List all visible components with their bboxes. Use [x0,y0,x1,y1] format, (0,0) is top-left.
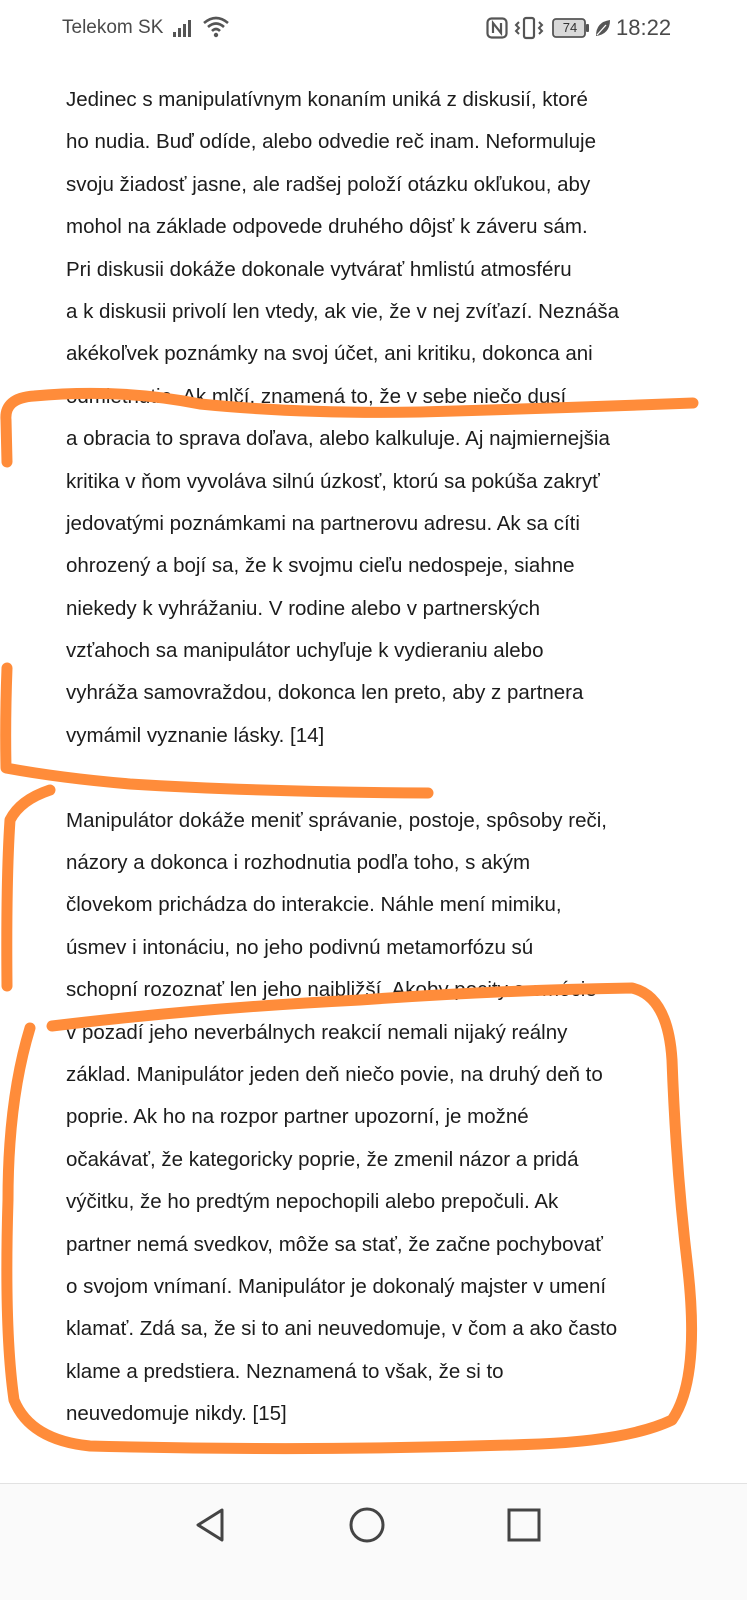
text-line: neuvedomuje nikdy. [15] [66,1402,287,1426]
text-line: názory a dokonca i rozhodnutia podľa toho, s akým [66,851,531,875]
carrier-name: Telekom SK [62,17,164,38]
text-line: úsmev i intonáciu, no jeho podivnú metamorfózu sú [66,935,534,959]
status-time: 18:22 [616,15,672,40]
text-line: klamať. Zdá sa, že si to ani neuvedomuje, v čom a ako často [66,1317,618,1341]
article-body [66,79,681,1436]
text-line: partner nemá svedkov, môže sa stať, že začne pochybovať [66,1232,603,1256]
text-line: základ. Manipulátor jeden deň niečo povie, na druhý deň to [66,1062,603,1086]
text-line: ho nudia. Buď odíde, alebo odvedie reč inam. Neformuluje [66,130,596,154]
signal-icon [172,18,196,38]
text-line: poprie. Ak ho na rozpor partner upozorní, je možné [66,1105,529,1129]
text-line: výčitku, že ho predtým nepochopili alebo prepočuli. Ak [66,1190,559,1214]
text-line: v pozadí jeho neverbálnych reakcií nemali nijaký reálny [66,1020,568,1044]
text-line: Jedinec s manipulatívnym konaním uniká z diskusií, ktoré [66,88,588,111]
text-line: kritika v ňom vyvoláva silnú úzkosť, ktorú sa pokúša zakryť [66,469,600,493]
text-line: vyhráža samovraždou, dokonca len preto, aby z partnera [66,681,584,705]
text-line: Pri diskusii dokáže dokonale vytvárať hmlistú atmosféru [66,257,572,281]
text-line: ohrozený a bojí sa, že k svojmu cieľu nedospeje, siahne [66,554,575,578]
nfc-icon [486,17,508,39]
leaf-icon [594,18,612,38]
text-line: a obracia to sprava doľava, alebo kalkuluje. Aj najmiernejšia [66,427,610,451]
text-line: schopní rozoznať len jeho najbližší. Akoby pocity a emócie [66,978,597,1002]
text-line: niekedy k vyhrážaniu. V rodine alebo v partnerských [66,596,541,620]
vibrate-icon [514,16,544,40]
back-icon[interactable] [191,1505,231,1545]
text-line: svoju žiadosť jasne, ale radšej položí otázku okľukou, aby [66,172,591,196]
text-line: Manipulátor dokáže meniť správanie, postoje, spôsoby reči, [66,808,607,832]
text-line: klame a predstiera. Neznamená to však, že si to [66,1359,504,1383]
battery-icon [552,18,590,38]
text-line: o svojom vnímaní. Manipulátor je dokonalý majster v umení [66,1274,607,1298]
annotation-stroke [7,790,50,986]
paragraph-2 [66,800,681,1436]
text-line: očakávať, že kategoricky poprie, že zmenil názor a pridá [66,1147,579,1171]
status-bar [0,0,747,56]
wifi-icon [202,15,230,39]
text-line: mohol na základe odpovede druhého dôjsť k záveru sám. [66,215,588,239]
text-line: človekom prichádza do interakcie. Náhle mení mimiku, [66,893,562,917]
text-line: vzťahoch sa manipulátor uchyľuje k vydieraniu alebo [66,639,544,663]
battery-level: 74 [562,20,578,35]
paragraph-gap [66,757,681,799]
navigation-bar [0,1483,747,1600]
text-line: vymámil vyznanie lásky. [14] [66,723,325,747]
home-icon[interactable] [347,1505,387,1545]
text-line: a k diskusii privolí len vtedy, ak vie, že v nej zvíťazí. Neznáša [66,299,620,323]
text-line: jedovatými poznámkami na partnerovu adresu. Ak sa cíti [66,511,580,535]
paragraph-1 [66,79,681,757]
text-line: akékoľvek poznámky na svoj účet, ani kritiku, dokonca ani [66,342,593,366]
recents-icon[interactable] [504,1505,544,1545]
text-line: odmietnutie. Ak mlčí, znamená to, že v sebe niečo dusí [66,384,567,408]
